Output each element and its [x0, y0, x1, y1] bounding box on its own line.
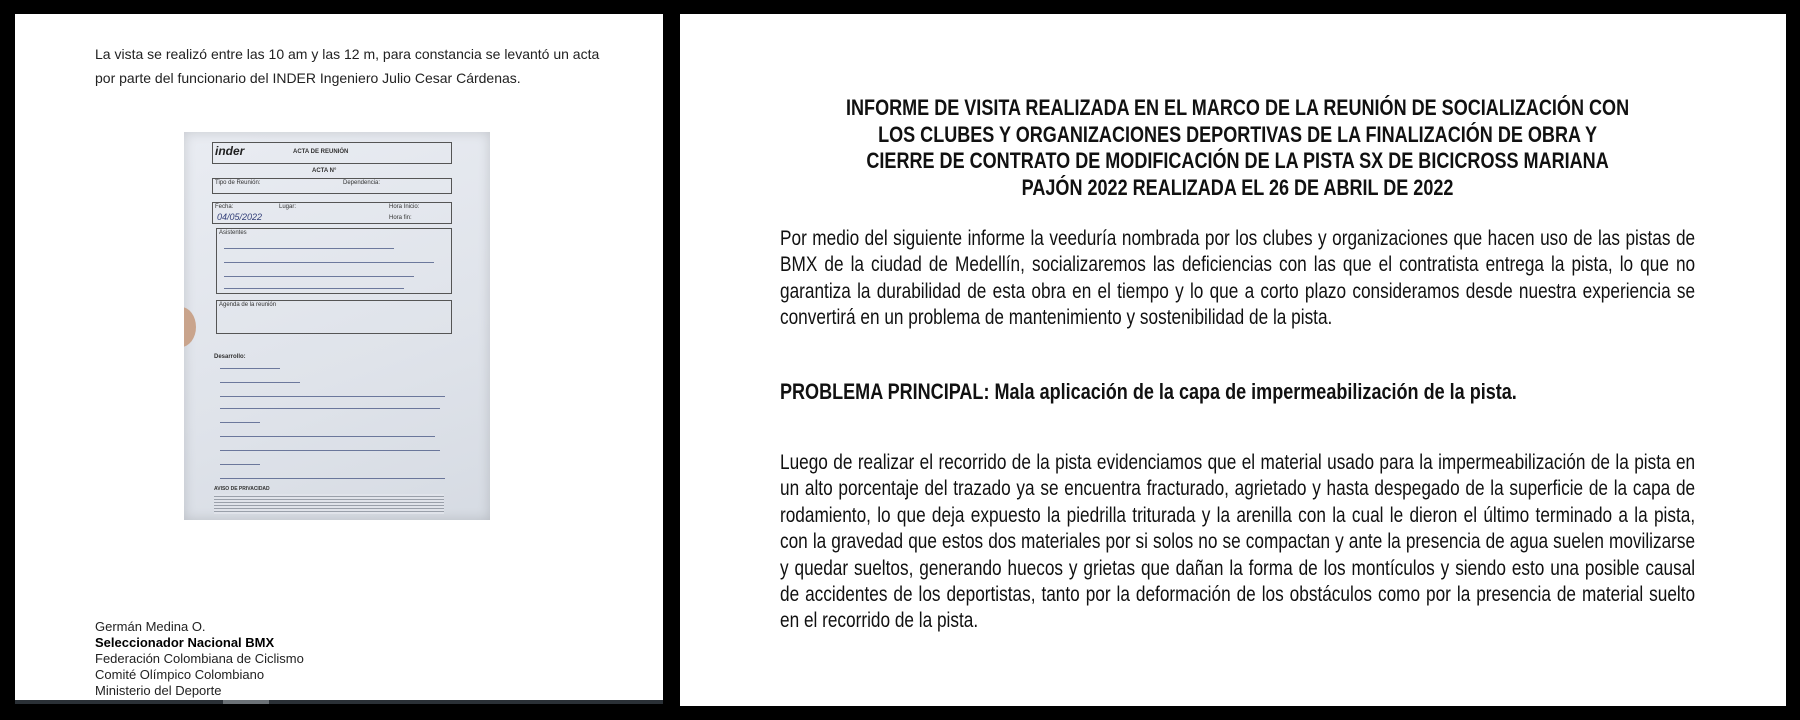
- signer-role: Seleccionador Nacional BMX: [95, 635, 275, 650]
- signer-name: Germán Medina O.: [95, 619, 206, 634]
- handwriting: [220, 450, 440, 451]
- handwriting: [224, 276, 414, 277]
- meeting-minutes-photo: [184, 132, 490, 520]
- signer-org-2: Comité Olímpico Colombiano: [95, 667, 265, 682]
- intro-paragraph: La vista se realizó entre las 10 am y las 12 m, para constancia se levantó un acta por parte del funcionario del INDER Ingeniero Julio Cesar Cárdenas.: [95, 46, 600, 86]
- handwriting: [224, 262, 434, 263]
- fecha-value: 04/05/2022: [217, 212, 263, 222]
- handwriting: [220, 368, 280, 369]
- fine-print: [214, 494, 444, 514]
- lugar-label: Lugar:: [279, 204, 297, 210]
- right-document-page: [680, 14, 1786, 706]
- signer-org-1: Federación Colombiana de Ciclismo: [95, 651, 304, 666]
- signer-org-3: Ministerio del Deporte: [95, 683, 222, 698]
- handwriting: [220, 396, 445, 397]
- acta-number: ACTA N°: [312, 168, 337, 174]
- handwriting: [224, 288, 404, 289]
- date-place-field: [212, 202, 452, 224]
- report-title: INFORME DE VISITA REALIZADA EN EL MARCO DE LA REUNIÓN DE SOCIALIZACIÓN CON LOS CLUBES Y ORGANIZACIONES DEPORTIVAS DE LA FINALIZACIÓN DE OBRA Y CIERRE DE CONTRATO DE MODIFICACIÓN DE LA PISTA SX DE BICICROSS MARIANA PAJÓN 2022 REALIZADA EL 26 DE ABRIL DE 2022: [846, 95, 1630, 200]
- horizontal-scrollbar[interactable]: [15, 700, 663, 704]
- hora-fin-label: Hora fin:: [389, 215, 412, 221]
- form-title: ACTA DE REUNIÓN: [293, 149, 349, 155]
- intro-paragraph: Por medio del siguiente informe la veeduría nombrada por los clubes y organizaciones que hacen uso de las pistas de BMX de la ciudad de Medellín, socializaremos las deficiencias con las que el contratista entrega la pista, lo que no garantiza la durabilidad de esta obra en el tiempo y lo que a corto plazo consideramos desde nuestra experiencia se convertirá en un problema de mantenimiento y sostenibilidad de la pista.: [780, 227, 1696, 330]
- handwriting: [220, 464, 260, 465]
- inder-logo: inder: [215, 144, 245, 158]
- handwriting: [220, 408, 440, 409]
- signature-block: [95, 619, 304, 699]
- fecha-label: Fecha:: [215, 204, 234, 210]
- agenda-label: Agenda de la reunión: [219, 302, 277, 308]
- handwriting: [220, 422, 260, 423]
- hora-inicio-label: Hora Inicio:: [389, 204, 420, 210]
- main-problem-heading: PROBLEMA PRINCIPAL: Mala aplicación de la capa de impermeabilización de la pista.: [780, 379, 1517, 404]
- agenda-field: [216, 300, 452, 334]
- handwriting: [224, 248, 394, 249]
- thumb: [184, 307, 196, 347]
- privacy-notice: AVISO DE PRIVACIDAD: [214, 486, 270, 492]
- handwriting: [220, 382, 300, 383]
- handwriting: [220, 436, 435, 437]
- left-document-page: [15, 14, 663, 704]
- desarrollo-label: Desarrollo:: [214, 354, 246, 360]
- attendees-field: [216, 228, 452, 294]
- scrollbar-thumb[interactable]: [223, 700, 269, 704]
- form-header: [212, 142, 452, 164]
- handwriting: [220, 478, 445, 479]
- problem-description-paragraph: Luego de realizar el recorrido de la pista evidenciamos que el material usado para la impermeabilización de la pista en un alto porcentaje del trazado ya se encuentra fracturado, agrietado y hasta despegado de la superficie de la capa de rodamiento, lo que deja expuesto la piedrilla triturada y la arenilla con la cual le dieron el último terminado a la pista, con la gravedad que estos dos materiales por si solos no se compactan y ante la presencia de agua suelen movilizarse y quedar sueltos, generando huecos y grietas que dañan la forma de los montículos y siendo esto una posible causal de accidentes de los deportistas, tanto por la deformación de los obstáculos como por la presencia de material suelto en el recorrido de la pista.: [780, 451, 1696, 633]
- asistentes-label: Asistentes: [219, 230, 247, 236]
- tipo-label: Tipo de Reunión:: [215, 180, 261, 186]
- meeting-type-field: [212, 178, 452, 194]
- dependencia-label: Dependencia:: [343, 180, 381, 186]
